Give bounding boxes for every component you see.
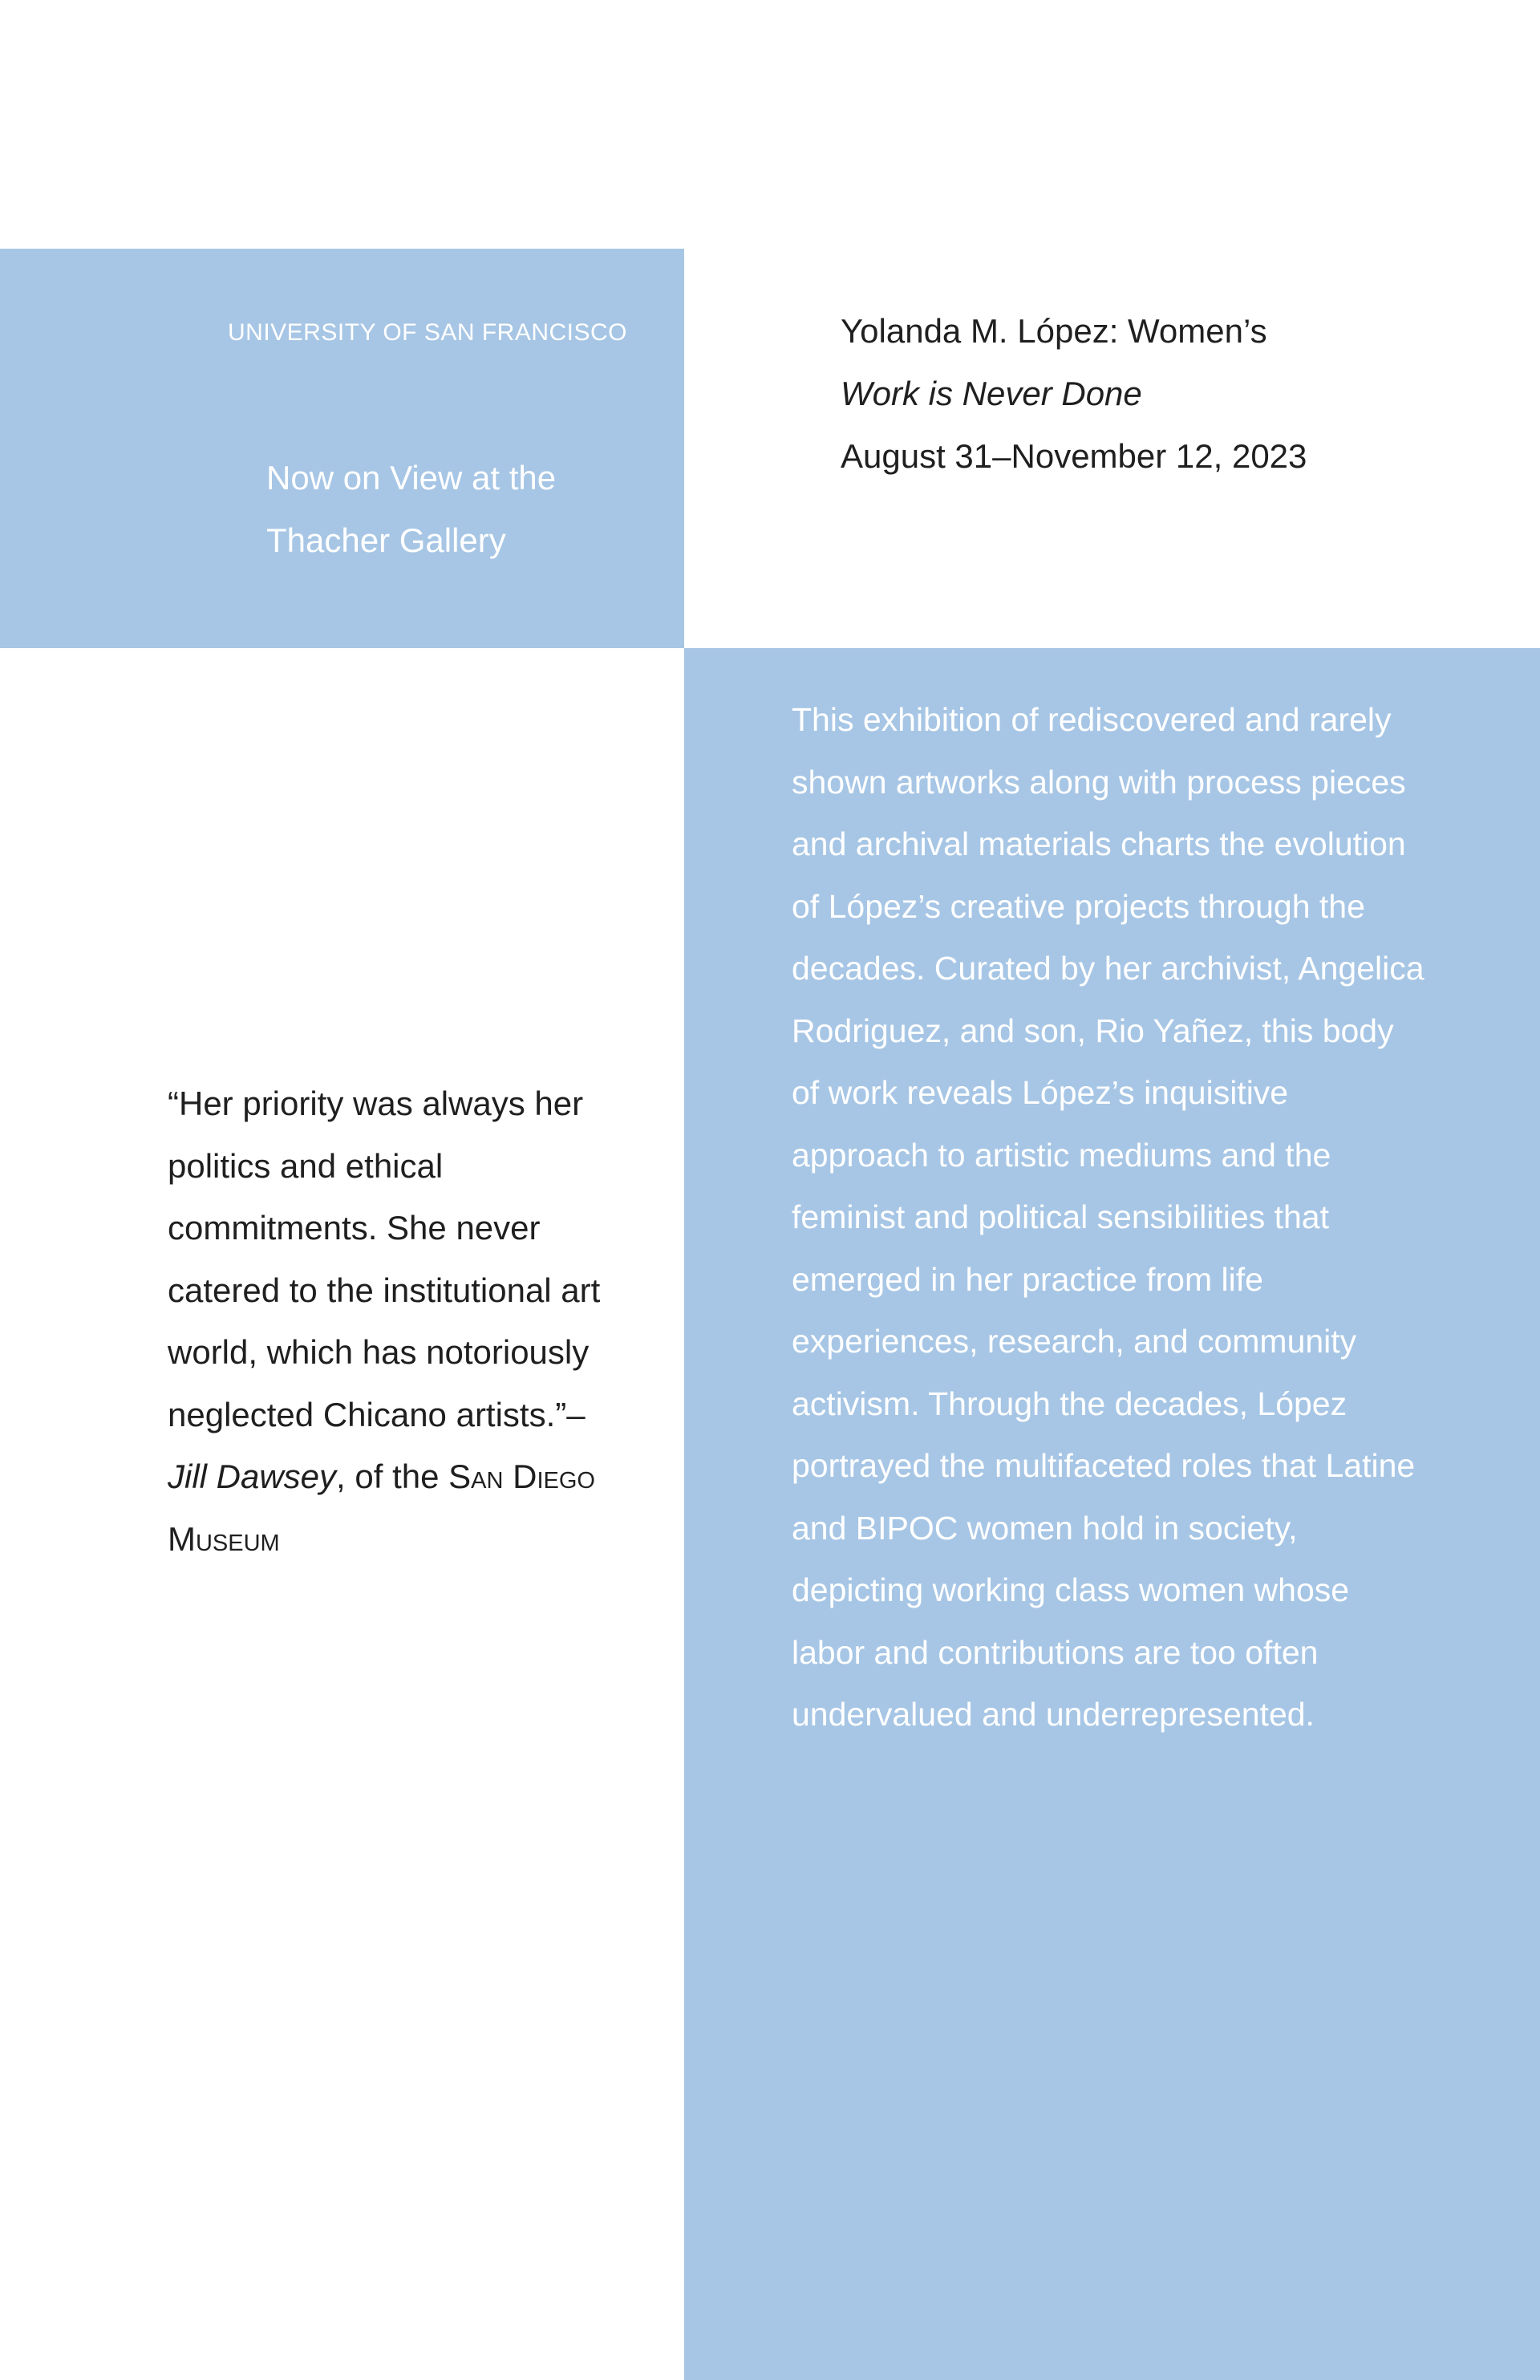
pull-quote (168, 1072, 601, 1570)
on-view-heading: Now on View at the Thacher Gallery (266, 459, 557, 559)
exhibition-title-italic: Work is Never Done (841, 375, 1142, 412)
exhibition-dates: August 31–November 12, 2023 (841, 437, 1307, 475)
exhibition-title: Yolanda M. López: Women’s (841, 312, 1267, 350)
exhibition-description: This exhibition of rediscovered and rarely shown artworks along with process pieces and archival materials charts the evolution of López’s creative projects through the decades. Curated by her archivist, Angelica Rodriguez, and son, Rio Yañez, this body of work reveals López’s inquisitive approach to artistic mediums and the feminist and political sensibilities that emerged in her practice from life experiences, research, and community activism. Through the decades, López portrayed the multifaceted roles that Latine and BIPOC women hold in society, depicting working class women whose labor and contributions are too often undervalued and underrepresented. (792, 701, 1424, 1733)
quote-author: Jill Dawsey (168, 1458, 337, 1495)
quote-text: “Her priority was always her politics and ethical commitments. She never catered to the institutional art world, which has notoriously neglected Chicano artists.”– (168, 1085, 601, 1433)
institution-name: UNIVERSITY OF SAN FRANCISCO (228, 319, 628, 346)
exhibition-info (841, 300, 1482, 488)
quote-organization: San Diego Museum (168, 1458, 595, 1558)
quote-joiner: , of the (336, 1458, 449, 1495)
